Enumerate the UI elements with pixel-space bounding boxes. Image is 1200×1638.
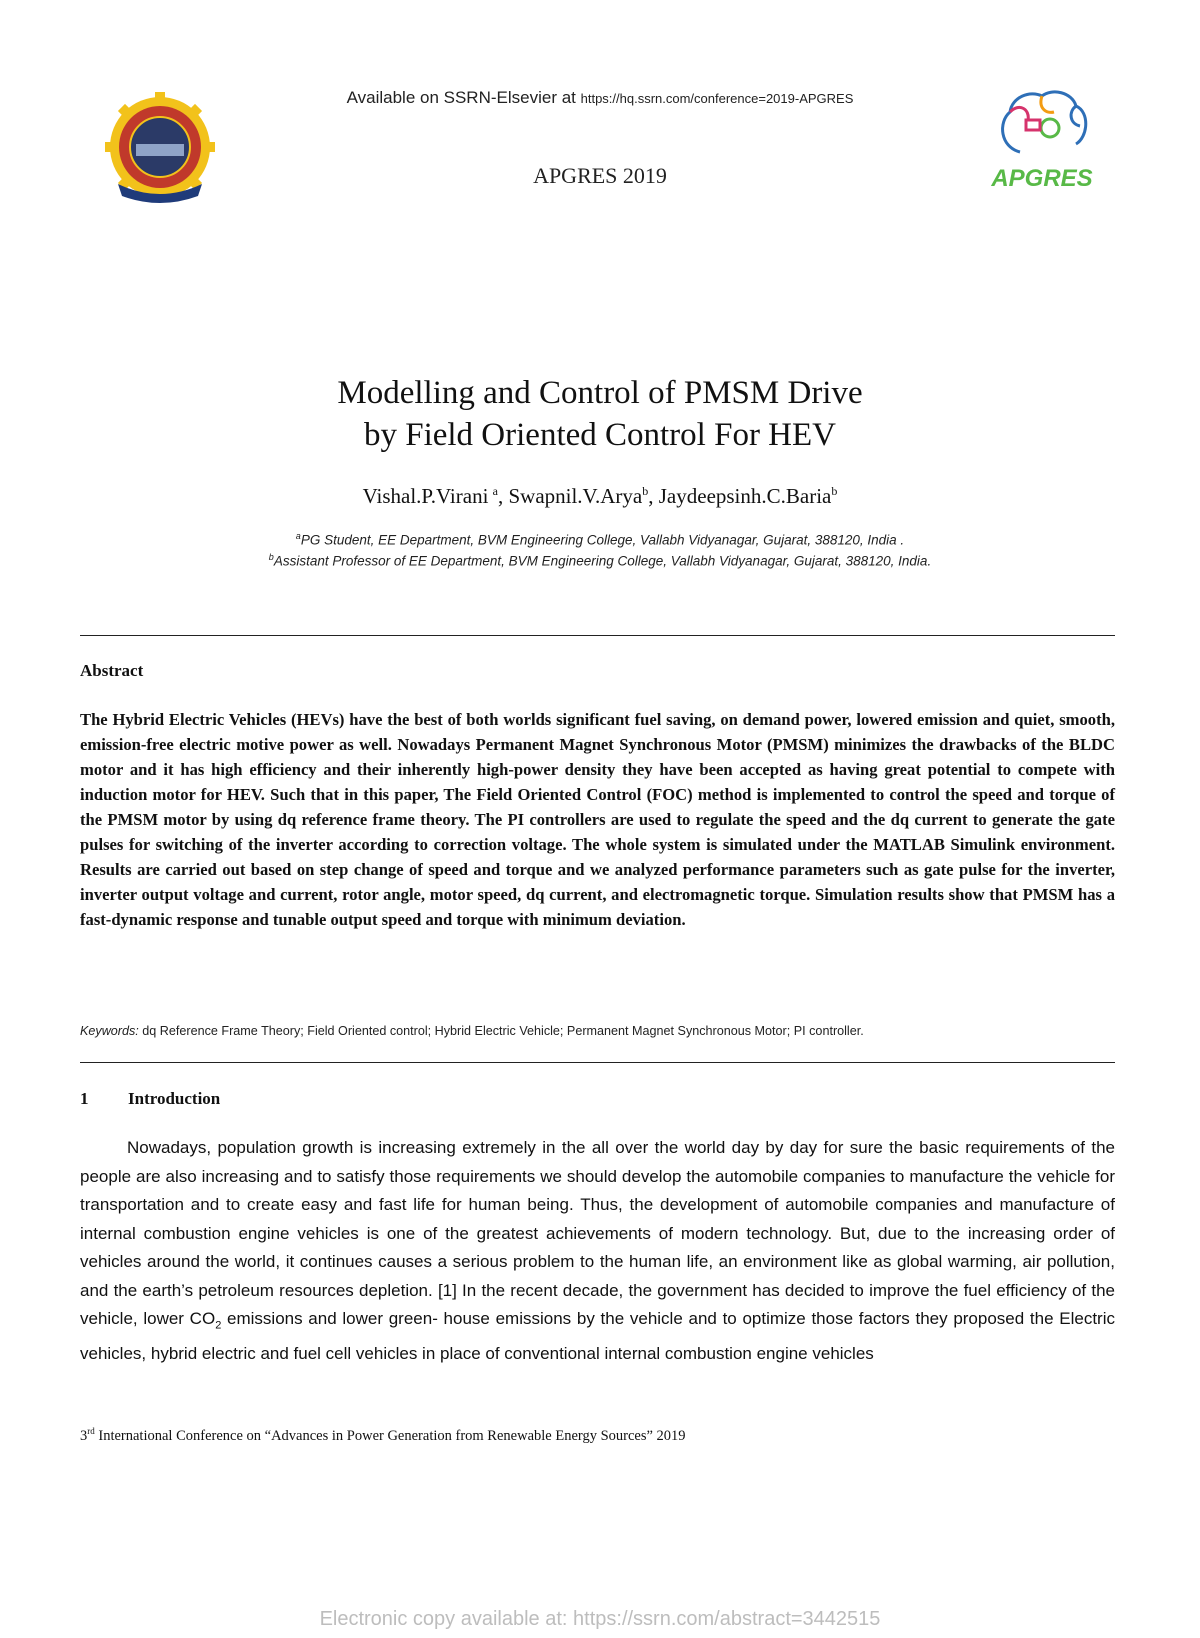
section-number: 1 — [80, 1089, 89, 1108]
author-name: Swapnil.V.Arya — [508, 484, 643, 508]
abstract-body: The Hybrid Electric Vehicles (HEVs) have the best of both worlds significant fuel saving, on demand power, lowered emission and quiet, smooth, emission-free electric motive power as well. Nowadays Permanent Magnet Synchronous Motor (PMSM) minimizes the drawbacks of the BLDC motor and it has high efficiency and their inherently high-power density they have been accepted as having great potential to compete with induction motor for HEV. Such that in this paper, The Field Oriented Control (FOC) method is implemented to control the speed and torque of the PMSM motor by using dq reference frame theory. The PI controllers are used to regulate the speed and the dq current to generate the gate pulses for switching of the inverter according to correction voltage. The whole system is simulated under the MATLAB Simulink environment. Results are carried out based on step change of speed and torque and we analyzed performance parameters such as gate pulse for the inverter, inverter output voltage and current, rotor angle, motor speed, dq current, and electromagnetic torque. Simulation results show that PMSM has a fast-dynamic response and tunable output speed and torque with minimum deviation. — [80, 710, 1115, 929]
apgres-logo — [990, 82, 1095, 197]
author-mark: b — [831, 484, 838, 498]
keywords-line — [80, 1024, 1120, 1038]
availability-url[interactable]: https://hq.ssrn.com/conference=2019-APGRES — [580, 91, 854, 106]
intro-text-part-1: Nowadays, population growth is increasing extremely in the all over the world day by day for sure the basic requirements of the people are also increasing and to satisfy those requirements we should develop the automobile companies to manufacture the vehicle for transportation and to create easy and fast life for human being. Thus, the development of automobile companies and manufacture of internal combustion engine vehicles is one of the greatest achievements of modern technology. But, due to the increasing order of vehicles around the world, it continues causes a serious problem to the human life, an environment like as global warming, air pollution, and the earth’s petroleum resources depletion. [1] In the recent decade, the government has decided to improve the fuel efficiency of the vehicle, lower CO — [80, 1138, 1115, 1328]
divider-bottom — [80, 1062, 1115, 1063]
conference-ordinal-suffix: rd — [87, 1426, 95, 1436]
section-title: Introduction — [128, 1089, 221, 1108]
intro-subscript: 2 — [215, 1319, 222, 1332]
ssrn-footer[interactable]: Electronic copy available at: https://ssrn.com/abstract=3442515 — [319, 1608, 881, 1630]
author-mark: b — [642, 484, 649, 498]
author-list: Vishal.P.Virani $^a$, Swapnil.V.Arya$^b$, Jaydeepsinh.C.Baria$^b$ — [362, 484, 838, 508]
paper-title-line-1: Modelling and Control of PMSM Drive — [337, 375, 863, 411]
availability-prefix: Available on SSRN-Elsevier at — [346, 88, 581, 107]
apgres-logo-text: APGRES — [991, 165, 1093, 192]
author-name: Vishal.P.Virani — [362, 484, 489, 508]
college-seal-logo — [100, 92, 220, 207]
affiliation-mark: b — [268, 552, 274, 562]
affiliation-text: PG Student, EE Department, BVM Engineering College, Vallabh Vidyanagar, Gujarat, 388120, India . — [300, 532, 905, 548]
paper-title — [0, 372, 1200, 456]
divider-top — [80, 635, 1115, 636]
affiliation-mark: a — [295, 531, 301, 541]
conference-short-name: APGRES 2019 — [533, 163, 667, 188]
affiliation-a — [0, 531, 1200, 548]
author-name: Jaydeepsinh.C.Baria — [658, 484, 832, 508]
abstract-heading: Abstract — [80, 661, 144, 680]
affiliation-b — [0, 552, 1200, 569]
keywords-label: Keywords: — [80, 1024, 139, 1038]
conference-footer — [80, 1426, 686, 1445]
keywords-text: dq Reference Frame Theory; Field Oriented control; Hybrid Electric Vehicle; Permanent Magnet Synchronous Motor; PI controller. — [138, 1024, 864, 1038]
paper-title-line-2: by Field Oriented Control For HEV — [363, 417, 837, 453]
gear-ring-icon — [105, 92, 215, 202]
introduction-body — [80, 1134, 1115, 1368]
intro-text-part-2: emissions and lower green- house emissions by the vehicle and to optimize those factors they proposed the Electric vehicles, hybrid electric and fuel cell vehicles in place of conventional internal combustion engine vehicles — [80, 1309, 1115, 1363]
author-mark: a — [492, 484, 498, 498]
affiliation-text: Assistant Professor of EE Department, BVM Engineering College, Vallabh Vidyanagar, Gujarat, 388120, India. — [273, 553, 932, 569]
conference-footer-text: International Conference on “Advances in Power Generation from Renewable Energy Sources” 2019 — [94, 1427, 686, 1444]
brain-outline-icon — [1003, 92, 1086, 152]
conference-ordinal: 3 — [80, 1427, 88, 1444]
